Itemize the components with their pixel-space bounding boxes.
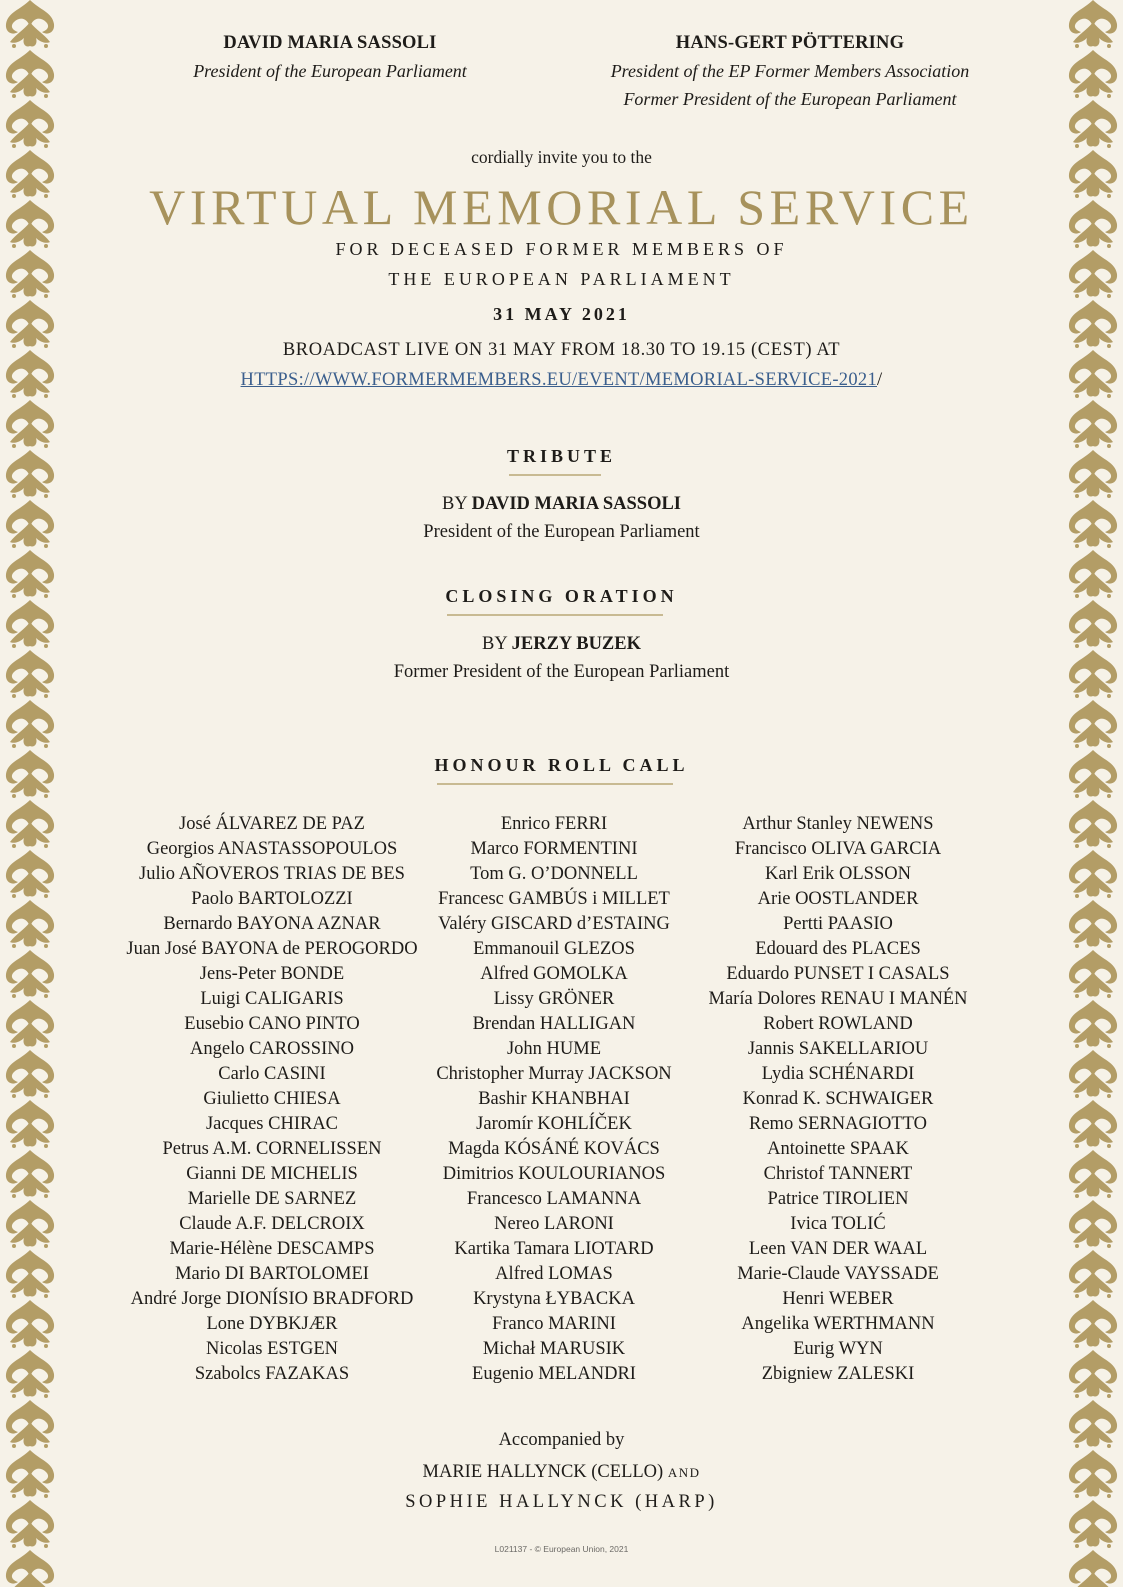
roll-name: John HUME xyxy=(506,1039,602,1059)
roll-name: Bernardo BAYONA AZNAR xyxy=(163,914,381,934)
accompaniment-intro: Accompanied by xyxy=(498,1430,625,1450)
host-sassoli xyxy=(130,29,530,85)
host-role: Former President of the European Parliament xyxy=(623,89,957,109)
roll-name: Leen VAN DER WAAL xyxy=(748,1239,928,1259)
speaker-name: DAVID MARIA SASSOLI xyxy=(471,494,682,514)
roll-name: Marco FORMENTINI xyxy=(470,839,638,859)
roll-name: Alfred GOMOLKA xyxy=(480,964,628,984)
roll-name: Nereo LARONI xyxy=(494,1214,614,1234)
roll-name: Eugenio MELANDRI xyxy=(472,1364,636,1384)
roll-name: Juan José BAYONA de PEROGORDO xyxy=(126,939,418,959)
roll-name: Konrad K. SCHWAIGER xyxy=(742,1089,934,1109)
speaker-name: JERZY BUZEK xyxy=(511,634,641,654)
roll-name: Jaromír KOHLÍČEK xyxy=(476,1114,632,1134)
roll-name: Kartika Tamara LIOTARD xyxy=(454,1239,654,1259)
roll-name: Jacques CHIRAC xyxy=(205,1114,339,1134)
roll-name: Tom G. O’DONNELL xyxy=(470,864,638,884)
roll-name: Luigi CALIGARIS xyxy=(200,989,344,1009)
and-label: AND xyxy=(667,1465,701,1480)
roll-name: Giulietto CHIESA xyxy=(203,1089,341,1109)
roll-name: Nicolas ESTGEN xyxy=(205,1339,339,1359)
roll-name: Marie-Hélène DESCAMPS xyxy=(169,1239,375,1259)
broadcast-info: BROADCAST LIVE ON 31 MAY FROM 18.30 TO 19.15 (CEST) AT xyxy=(282,340,841,360)
roll-name: André Jorge DIONÍSIO BRADFORD xyxy=(130,1289,414,1309)
broadcast-link[interactable]: HTTPS://WWW.FORMERMEMBERS.EU/EVENT/MEMORIAL-SERVICE-2021 xyxy=(240,370,877,390)
invite-line: cordially invite you to the xyxy=(471,147,652,167)
roll-name: Eduardo PUNSET I CASALS xyxy=(726,964,950,984)
roll-name: Angelika WERTHMANN xyxy=(741,1314,935,1334)
roll-name: Eurig WYN xyxy=(793,1339,883,1359)
roll-name: Christof TANNERT xyxy=(763,1164,913,1184)
roll-name: Paolo BARTOLOZZI xyxy=(191,889,353,909)
roll-name: Emmanouil GLEZOS xyxy=(473,939,635,959)
by-label: BY xyxy=(441,494,467,514)
roll-name: Gianni DE MICHELIS xyxy=(186,1164,358,1184)
roll-name: Christopher Murray JACKSON xyxy=(436,1064,672,1084)
roll-name: Francisco OLIVA GARCIA xyxy=(734,839,942,859)
roll-name: Arthur Stanley NEWENS xyxy=(742,814,934,834)
roll-name: Henri WEBER xyxy=(782,1289,894,1309)
roll-column-2 xyxy=(422,812,686,1387)
roll-name: Marie-Claude VAYSSADE xyxy=(737,1264,939,1284)
closing-heading: CLOSING ORATION xyxy=(445,586,678,606)
event-date: 31 MAY 2021 xyxy=(493,304,630,324)
roll-name: Bashir KHANBHAI xyxy=(478,1089,630,1109)
by-label: BY xyxy=(482,634,508,654)
event-title: VIRTUAL MEMORIAL SERVICE xyxy=(149,179,974,235)
tribute-speaker xyxy=(60,490,1063,518)
roll-name: Lydia SCHÉNARDI xyxy=(761,1064,915,1084)
host-role: President of the EP Former Members Association xyxy=(610,61,970,81)
roll-name: María Dolores RENAU I MANÉN xyxy=(708,989,968,1009)
roll-name: Francesc GAMBÚS i MILLET xyxy=(438,889,670,909)
roll-name: Francesco LAMANNA xyxy=(466,1189,642,1209)
roll-name: Lissy GRÖNER xyxy=(493,989,615,1009)
roll-name: Jannis SAKELLARIOU xyxy=(747,1039,929,1059)
broadcast-link-line xyxy=(60,370,1063,391)
roll-name: Mario DI BARTOLOMEI xyxy=(175,1264,369,1284)
link-suffix: / xyxy=(877,370,883,390)
roll-name: Ivica TOLIĆ xyxy=(790,1214,886,1234)
host-name: HANS-GERT PÖTTERING xyxy=(675,33,905,53)
roll-name: Franco MARINI xyxy=(492,1314,616,1334)
host-role: President of the European Parliament xyxy=(193,61,467,81)
tribute-divider xyxy=(509,474,601,476)
right-floral-border xyxy=(1063,0,1123,1587)
roll-name: Claude A.F. DELCROIX xyxy=(179,1214,365,1234)
event-subtitle-line-1: FOR DECEASED FORMER MEMBERS OF xyxy=(335,239,788,259)
tribute-speaker-role: President of the European Parliament xyxy=(423,522,700,542)
left-floral-border xyxy=(0,0,60,1587)
roll-name: Georgios ANASTASSOPOULOS xyxy=(146,839,398,859)
roll-name: José ÁLVAREZ DE PAZ xyxy=(179,814,365,834)
host-pottering xyxy=(580,29,1000,113)
roll-name: Marielle DE SARNEZ xyxy=(187,1189,357,1209)
roll-name: Julio AÑOVEROS TRIAS DE BES xyxy=(139,864,405,884)
performer-cello: MARIE HALLYNCK (CELLO) xyxy=(422,1462,664,1482)
roll-name: Alfred LOMAS xyxy=(495,1264,613,1284)
roll-name: Magda KÓSÁNÉ KOVÁCS xyxy=(448,1139,660,1159)
host-name: DAVID MARIA SASSOLI xyxy=(223,33,437,53)
roll-name: Arie OOSTLANDER xyxy=(757,889,919,909)
roll-name: Karl Erik OLSSON xyxy=(765,864,911,884)
footer-copyright: L021137 - © European Union, 2021 xyxy=(494,1544,629,1554)
roll-name: Zbigniew ZALESKI xyxy=(761,1364,915,1384)
roll-call-divider xyxy=(437,783,673,785)
performer-harp: SOPHIE HALLYNCK (HARP) xyxy=(405,1492,718,1512)
roll-name: Carlo CASINI xyxy=(218,1064,326,1084)
performer-line-1 xyxy=(60,1462,1063,1483)
roll-name: Brendan HALLIGAN xyxy=(472,1014,636,1034)
event-subtitle-line-2: THE EUROPEAN PARLIAMENT xyxy=(388,269,735,289)
roll-name: Petrus A.M. CORNELISSEN xyxy=(162,1139,382,1159)
roll-name: Eusebio CANO PINTO xyxy=(184,1014,360,1034)
roll-name: Angelo CAROSSINO xyxy=(190,1039,354,1059)
roll-name: Jens-Peter BONDE xyxy=(199,964,345,984)
tribute-heading: TRIBUTE xyxy=(506,446,617,466)
roll-name: Remo SERNAGIOTTO xyxy=(749,1114,927,1134)
closing-speaker-role: Former President of the European Parliament xyxy=(393,662,730,682)
roll-name: Antoinette SPAAK xyxy=(767,1139,909,1159)
roll-name: Valéry GISCARD d’ESTAING xyxy=(438,914,670,934)
roll-name: Patrice TIROLIEN xyxy=(767,1189,909,1209)
roll-name: Szabolcs FAZAKAS xyxy=(194,1364,350,1384)
roll-name: Lone DYBKJÆR xyxy=(206,1314,338,1334)
roll-name: Pertti PAASIO xyxy=(783,914,893,934)
roll-column-3 xyxy=(697,812,979,1387)
roll-column-1 xyxy=(110,812,434,1387)
closing-speaker xyxy=(60,630,1063,658)
closing-divider xyxy=(447,614,663,616)
roll-name: Edouard des PLACES xyxy=(755,939,921,959)
roll-name: Robert ROWLAND xyxy=(763,1014,913,1034)
roll-name: Michał MARUSIK xyxy=(482,1339,626,1359)
roll-name: Enrico FERRI xyxy=(500,814,608,834)
roll-name: Krystyna ŁYBACKA xyxy=(473,1289,635,1309)
invitation-page xyxy=(60,0,1063,1587)
roll-name: Dimitrios KOULOURIANOS xyxy=(442,1164,666,1184)
roll-call-heading: HONOUR ROLL CALL xyxy=(434,755,689,775)
